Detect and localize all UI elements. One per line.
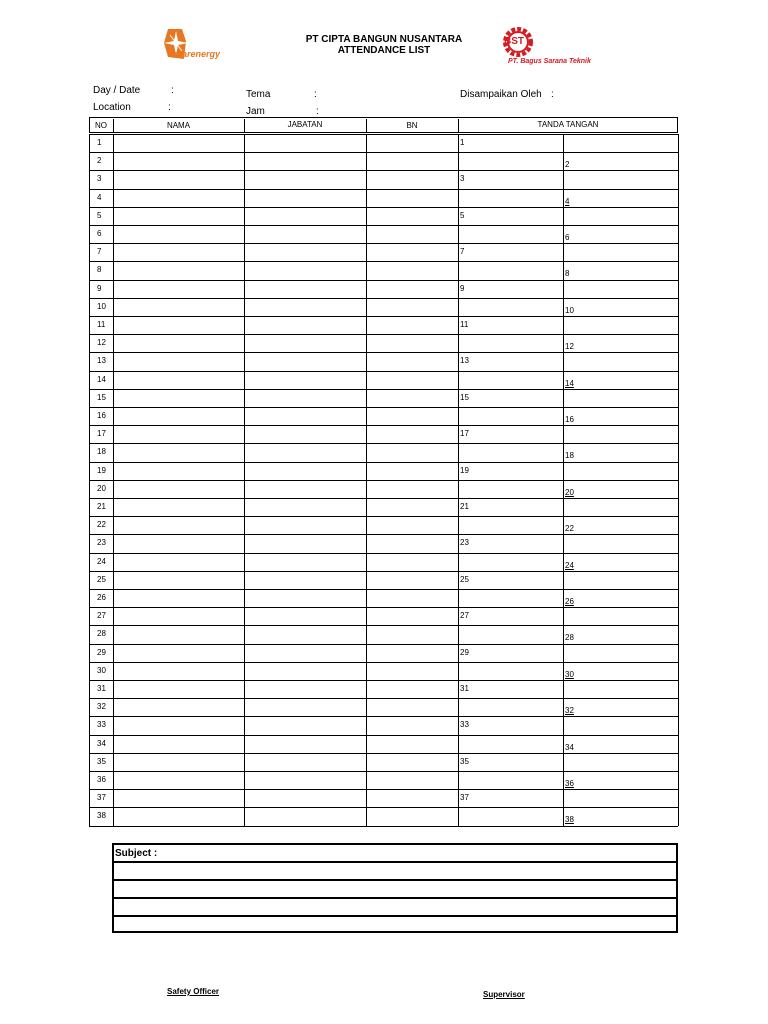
location-colon: : — [168, 102, 171, 113]
disampaikan-label: Disampaikan Oleh — [460, 89, 542, 100]
signature-number: 10 — [565, 305, 574, 315]
jam-label: Jam — [246, 106, 265, 117]
col-header-no: NO — [95, 121, 107, 130]
row-number: 13 — [97, 356, 106, 366]
signature-number: 5 — [460, 210, 465, 220]
table-row-line — [89, 371, 678, 372]
bst-tagline: PT. Bagus Sarana Teknik — [508, 58, 591, 65]
signature-number: 18 — [565, 451, 574, 461]
day-date-colon: : — [171, 85, 174, 96]
row-number: 26 — [97, 593, 106, 602]
subject-box — [112, 843, 678, 933]
row-number: 29 — [97, 647, 106, 657]
table-row-line — [89, 298, 678, 299]
table-column-divider — [678, 134, 679, 826]
subject-line — [114, 897, 676, 899]
table-row-line — [89, 352, 678, 353]
safety-officer-signature-label: Safety Officer — [167, 987, 220, 996]
row-number: 7 — [97, 247, 102, 257]
row-number: 32 — [97, 702, 106, 712]
row-number: 38 — [97, 811, 106, 821]
signature-number: 35 — [460, 756, 469, 766]
signature-number: 3 — [460, 174, 465, 184]
signature-number: 37 — [460, 793, 469, 803]
row-number: 30 — [97, 665, 106, 675]
row-number: 3 — [97, 174, 102, 184]
row-number: 27 — [97, 611, 106, 621]
table-row-line — [89, 261, 678, 262]
row-number: 4 — [97, 192, 102, 202]
table-row-line — [89, 607, 678, 608]
header-column-divider — [244, 119, 245, 133]
row-number: 15 — [97, 392, 106, 402]
signature-number: 26 — [565, 597, 574, 606]
starenergy-wordmark: starenergy — [174, 49, 221, 59]
table-row-line — [89, 571, 678, 572]
row-number: 23 — [97, 538, 106, 548]
table-row-line — [89, 134, 678, 135]
table-row-line — [89, 625, 678, 626]
row-number: 35 — [97, 756, 106, 766]
row-number: 33 — [97, 720, 106, 730]
table-row-line — [89, 516, 678, 517]
table-row-line — [89, 425, 678, 426]
table-row-line — [89, 716, 678, 717]
table-row-line — [89, 170, 678, 171]
row-number: 11 — [97, 320, 106, 329]
row-number: 20 — [97, 483, 106, 493]
header-column-divider — [458, 119, 459, 133]
row-number: 2 — [97, 156, 102, 166]
signature-number: 27 — [460, 611, 469, 621]
signature-number: 6 — [565, 233, 570, 242]
row-number: 5 — [97, 210, 102, 220]
bst-logo — [498, 24, 598, 72]
table-row-line — [89, 698, 678, 699]
signature-number: 30 — [565, 669, 574, 679]
day-date-label: Day / Date — [93, 85, 141, 96]
signature-number: 32 — [565, 706, 574, 716]
signature-number: 2 — [565, 160, 570, 170]
table-row-line — [89, 771, 678, 772]
subject-label: Subject : — [115, 848, 158, 859]
jam-colon: : — [316, 106, 319, 117]
row-number: 12 — [97, 338, 106, 348]
disampaikan-colon: : — [551, 89, 554, 100]
signature-number: 15 — [460, 392, 469, 402]
table-row-line — [89, 644, 678, 645]
signature-number: 33 — [460, 720, 469, 730]
row-number: 6 — [97, 229, 102, 238]
table-row-line — [89, 407, 678, 408]
row-number: 37 — [97, 793, 106, 803]
table-row-line — [89, 662, 678, 663]
document-title: ATTENDANCE LIST — [337, 45, 431, 56]
table-row-line — [89, 589, 678, 590]
header-column-divider — [366, 119, 367, 133]
row-number: 1 — [97, 138, 102, 147]
row-number: 36 — [97, 775, 106, 784]
col-header-jabatan: JABATAN — [287, 120, 323, 129]
signature-number: 11 — [460, 320, 469, 329]
signature-number: 34 — [565, 742, 574, 752]
signature-number: 31 — [460, 684, 469, 693]
row-number: 18 — [97, 447, 106, 457]
signature-number: 24 — [565, 560, 574, 570]
table-row-line — [89, 243, 678, 244]
star-logo-icon — [160, 27, 232, 69]
company-name: PT CIPTA BANGUN NUSANTARA — [305, 34, 463, 45]
table-row-line — [89, 735, 678, 736]
signature-number: 38 — [565, 815, 574, 825]
table-row-line — [89, 680, 678, 681]
starenergy-logo — [160, 27, 232, 69]
row-number: 34 — [97, 738, 106, 748]
signature-number: 22 — [565, 524, 574, 534]
row-number: 10 — [97, 301, 106, 311]
signature-number: 36 — [565, 779, 574, 788]
location-label: Location — [93, 102, 131, 113]
table-row-line — [89, 443, 678, 444]
signature-number: 20 — [565, 487, 574, 497]
row-number: 25 — [97, 574, 106, 584]
col-header-nama: NAMA — [166, 121, 191, 130]
row-number: 24 — [97, 556, 106, 566]
table-row-line — [89, 553, 678, 554]
subject-line — [114, 861, 676, 863]
signature-number: 8 — [565, 269, 570, 279]
signature-number: 7 — [460, 247, 465, 257]
row-number: 28 — [97, 629, 106, 639]
signature-number: 1 — [460, 138, 465, 147]
signature-number: 13 — [460, 356, 469, 366]
signature-number: 12 — [565, 342, 574, 352]
row-number: 17 — [97, 429, 106, 439]
table-row-line — [89, 753, 678, 754]
col-header-tanda-tangan: TANDA TANGAN — [537, 120, 599, 129]
table-row-line — [89, 789, 678, 790]
row-number: 8 — [97, 265, 102, 275]
supervisor-signature-label: Supervisor — [483, 990, 525, 999]
table-row-line — [89, 280, 678, 281]
signature-number: 16 — [565, 415, 574, 424]
table-row-line — [89, 189, 678, 190]
table-row-line — [89, 826, 678, 827]
signature-number: 29 — [460, 647, 469, 657]
row-number: 14 — [97, 374, 106, 384]
row-number: 22 — [97, 520, 106, 530]
row-number: 9 — [97, 283, 102, 293]
col-header-bn: BN — [406, 121, 418, 130]
table-row-line — [89, 316, 678, 317]
subject-line — [114, 879, 676, 881]
table-row-line — [89, 334, 678, 335]
table-row-line — [89, 462, 678, 463]
signature-number: 25 — [460, 574, 469, 584]
tema-colon: : — [314, 89, 317, 100]
table-row-line — [89, 807, 678, 808]
row-number: 16 — [97, 411, 106, 420]
signature-number: 9 — [460, 283, 465, 293]
signature-number: 21 — [460, 502, 469, 511]
table-row-line — [89, 152, 678, 153]
tema-label: Tema — [246, 89, 271, 100]
table-row-line — [89, 207, 678, 208]
subject-line — [114, 915, 676, 917]
signature-number: 17 — [460, 429, 469, 439]
table-row-line — [89, 480, 678, 481]
row-number: 31 — [97, 684, 106, 693]
signature-number: 4 — [565, 196, 570, 206]
signature-number: 28 — [565, 633, 574, 643]
table-row-line — [89, 534, 678, 535]
signature-number: 14 — [565, 378, 574, 388]
row-number: 19 — [97, 465, 106, 475]
table-row-line — [89, 389, 678, 390]
table-row-line — [89, 498, 678, 499]
header-column-divider — [113, 119, 114, 133]
table-row-line — [89, 225, 678, 226]
signature-number: 23 — [460, 538, 469, 548]
row-number: 21 — [97, 502, 106, 511]
signature-number: 19 — [460, 465, 469, 475]
bst-wordmark: BST — [504, 36, 524, 47]
